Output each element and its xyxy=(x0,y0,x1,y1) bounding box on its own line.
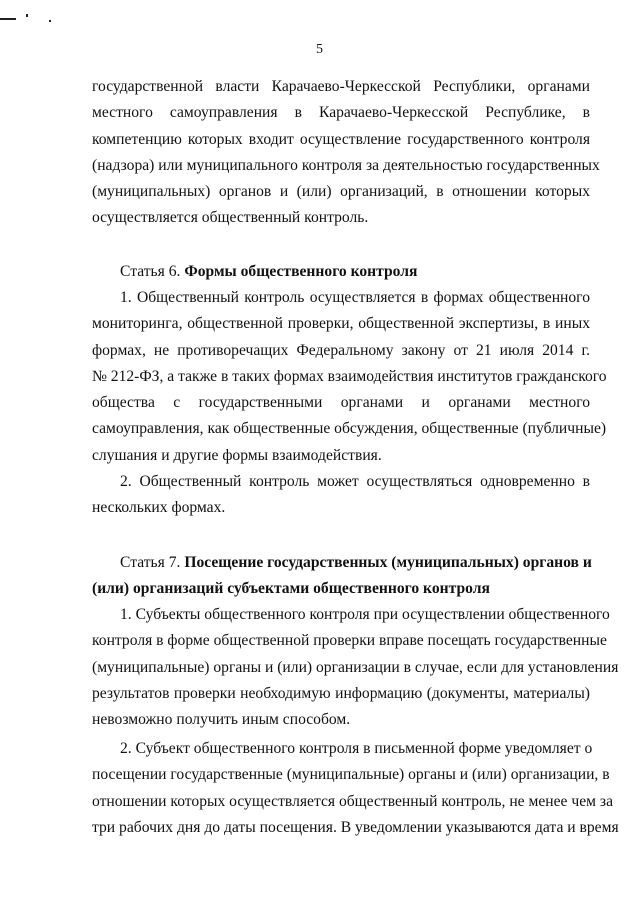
article-6-body xyxy=(92,285,607,522)
text-line: три рабочих дня до даты посещения. В уведомлении указываются дата и время xyxy=(92,818,619,836)
article-7-prefix: Статья 7. xyxy=(120,554,185,571)
text-line: мониторинга, общественной проверки, общественной экспертизы, в иных xyxy=(92,315,590,333)
text-line: (надзора) или муниципального контроля за деятельностью государственных xyxy=(92,156,600,174)
text-line: государственной власти Карачаево-Черкесской Республики, органами xyxy=(92,78,590,95)
text-line: контроля в форме общественной проверки вправе посещать государственные xyxy=(92,632,607,650)
text-line: результатов проверки необходимую информацию (документы, материалы) xyxy=(92,684,590,702)
text-line: (муниципальные) органы и (или) организации в случае, если для установления xyxy=(92,658,619,676)
article-7-title-line2: (или) организаций субъектами общественного контроля xyxy=(92,580,490,598)
text-line: (муниципальных) органов и (или) организаций, в отношении которых xyxy=(92,183,590,201)
article-7-heading xyxy=(92,550,590,603)
article-7-body xyxy=(92,602,619,733)
text-line: самоуправления, как общественные обсуждения, общественные (публичные) xyxy=(92,420,607,438)
scan-artifact-dot xyxy=(26,14,28,17)
text-line: 1. Общественный контроль осуществляется в формах общественного xyxy=(120,289,590,306)
article-7-title-line1: Посещение государственных (муниципальных) органов и xyxy=(184,554,592,571)
text-line: слушания и другие формы взаимодействия. xyxy=(92,446,382,464)
text-line: местного самоуправления в Карачаево-Черкесской Республике, в xyxy=(92,104,590,122)
text-line: № 212-ФЗ, а также в таких формах взаимодействия институтов гражданского xyxy=(92,367,607,385)
page-number: 5 xyxy=(316,42,323,57)
article-6-title: Формы общественного контроля xyxy=(184,263,418,280)
article-6-heading xyxy=(92,259,590,285)
text-line: отношении которых осуществляется общественный контроль, не менее чем за xyxy=(92,792,613,810)
article-7-paragraph-2 xyxy=(92,736,619,841)
text-line: общества с государственными органами и органами местного xyxy=(92,394,590,412)
text-line: 2. Субъект общественного контроля в письменной форме уведомляет о xyxy=(120,740,593,757)
text-line: невозможно получить иным способом. xyxy=(92,711,351,729)
text-line: формах, не противоречащих Федеральному закону от 21 июля 2014 г. xyxy=(92,341,590,359)
text-line: осуществляется общественный контроль. xyxy=(92,209,369,227)
text-line: посещении государственные (муниципальные) органы и (или) организации, в xyxy=(92,766,610,784)
article-6-prefix: Статья 6. xyxy=(120,263,185,280)
text-line: 2. Общественный контроль может осуществляться одновременно в xyxy=(120,473,590,491)
paragraph-continuation xyxy=(92,74,600,232)
text-line: нескольких формах. xyxy=(92,499,226,517)
text-line: компетенцию которых входит осуществление государственного контроля xyxy=(92,130,590,148)
text-line: 1. Субъекты общественного контроля при осуществлении общественного xyxy=(120,606,610,623)
scan-artifact-dot xyxy=(49,20,51,22)
scan-artifact-mark xyxy=(0,18,16,20)
